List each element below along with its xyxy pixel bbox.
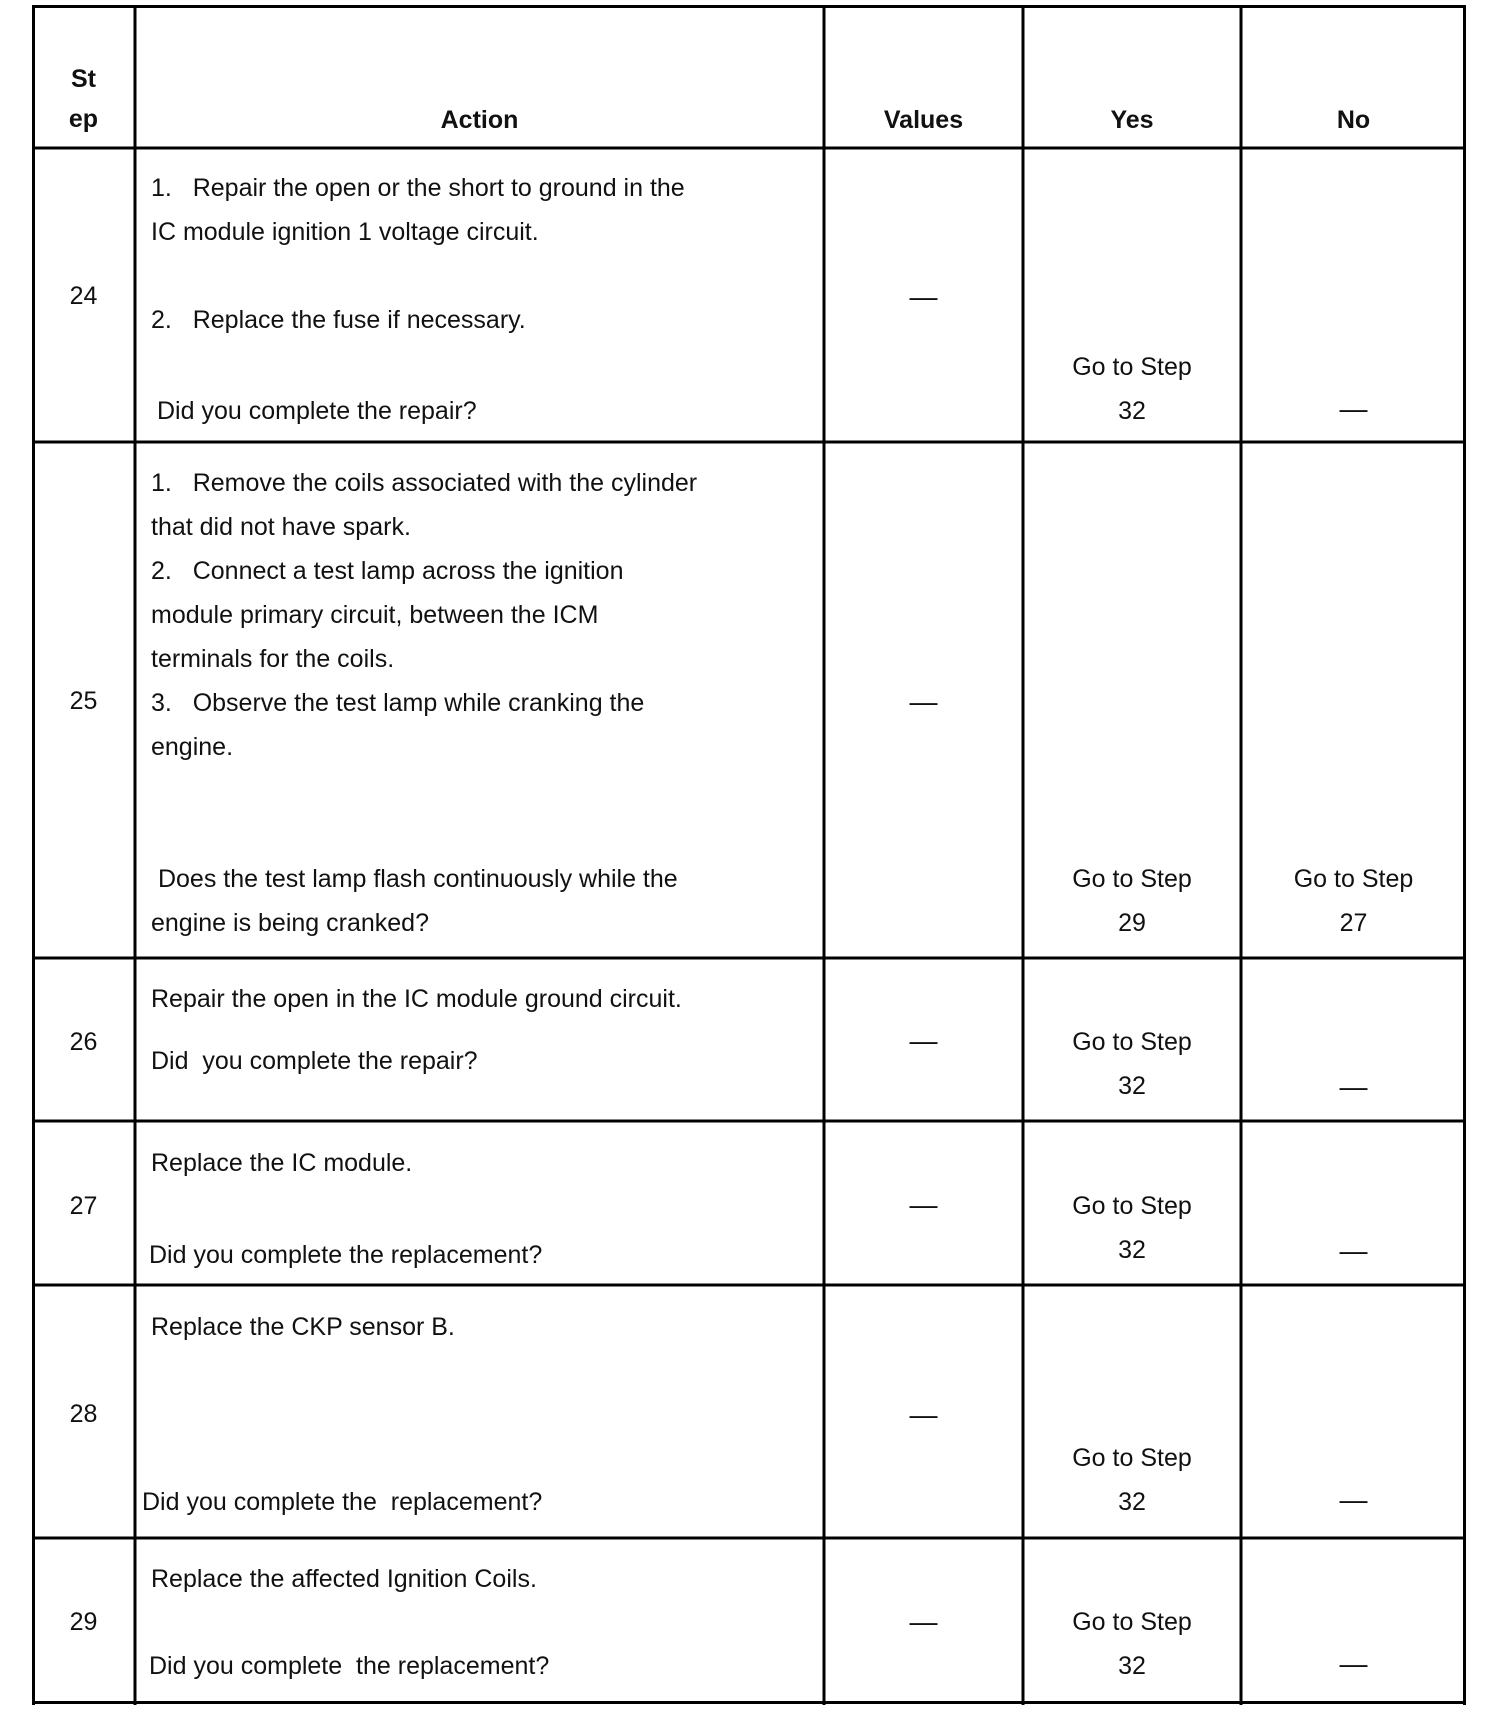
question-text: engine is being cranked? xyxy=(151,909,429,937)
action-text: Observe the test lamp while cranking the xyxy=(192,689,645,717)
step-number: 27 xyxy=(69,1192,98,1220)
yes-goto-step: 32 xyxy=(1118,1652,1146,1680)
question-text: Did you complete the replacement? xyxy=(149,1652,550,1680)
action-question xyxy=(149,1644,814,1688)
action-text: Repair the open or the short to ground in the xyxy=(192,174,685,202)
yes-goto-step: 32 xyxy=(1118,1488,1146,1516)
header-yes: Yes xyxy=(1110,106,1154,134)
action-text: Replace the affected Ignition Coils. xyxy=(151,1565,537,1593)
no-dash: — xyxy=(1339,1071,1368,1102)
yes-goto-label: Go to Step xyxy=(1072,1444,1192,1472)
question-line: Does the test lamp flash continuously while the xyxy=(157,865,678,893)
header-no: No xyxy=(1336,106,1371,134)
yes-cell xyxy=(1023,1184,1241,1272)
item-number: 2. xyxy=(151,557,172,585)
no-goto-label: Go to Step xyxy=(1293,865,1414,893)
question-text: Did you complete the replacement? xyxy=(142,1488,543,1516)
action-item xyxy=(151,298,816,342)
action-item xyxy=(151,166,816,210)
action-cell xyxy=(151,1141,816,1185)
item-number: 2. xyxy=(151,306,172,334)
yes-cell xyxy=(1023,857,1241,945)
action-text: that did not have spark. xyxy=(151,513,411,541)
item-number: 3. xyxy=(151,689,172,717)
action-text: Replace the IC module. xyxy=(151,1149,413,1177)
step-number: 26 xyxy=(69,1028,98,1056)
action-text: Replace the fuse if necessary. xyxy=(192,306,526,334)
header-values: Values xyxy=(883,106,964,134)
action-item xyxy=(151,461,816,505)
yes-goto-step: 29 xyxy=(1118,909,1146,937)
action-item xyxy=(151,549,816,593)
action-item xyxy=(151,681,816,725)
yes-cell xyxy=(1023,345,1241,433)
values-dash: — xyxy=(909,281,938,312)
action-cell xyxy=(151,166,816,342)
yes-goto-label: Go to Step xyxy=(1072,865,1192,893)
yes-cell xyxy=(1023,1600,1241,1688)
no-dash: — xyxy=(1339,1484,1368,1515)
values-dash: — xyxy=(909,1189,938,1220)
action-text: Replace the CKP sensor B. xyxy=(151,1313,455,1341)
action-question xyxy=(151,1039,816,1083)
action-cell xyxy=(151,461,816,769)
action-text: terminals for the coils. xyxy=(151,645,395,673)
yes-goto-label: Go to Step xyxy=(1072,353,1192,381)
action-question xyxy=(149,1233,814,1277)
action-text: engine. xyxy=(151,733,234,761)
item-number: 1. xyxy=(151,469,172,497)
step-number: 28 xyxy=(69,1400,98,1428)
question-text: Did you complete the repair? xyxy=(151,1047,478,1075)
action-text: Repair the open in the IC module ground circuit. xyxy=(151,985,682,1013)
yes-goto-label: Go to Step xyxy=(1072,1192,1192,1220)
no-cell xyxy=(1241,857,1466,945)
question-text: Did you complete the replacement? xyxy=(149,1241,543,1269)
action-cell xyxy=(151,1557,816,1601)
yes-goto-label: Go to Step xyxy=(1072,1608,1192,1636)
action-text: Remove the coils associated with the cylinder xyxy=(192,469,698,497)
question-text xyxy=(151,857,816,901)
yes-cell xyxy=(1023,1020,1241,1108)
action-cell xyxy=(151,977,816,1021)
question-text: Did you complete the repair? xyxy=(157,397,477,425)
action-question xyxy=(157,389,817,433)
header-step xyxy=(32,59,135,139)
values-dash: — xyxy=(909,1025,938,1056)
no-dash: — xyxy=(1339,1235,1368,1266)
header-action: Action xyxy=(440,106,519,134)
no-dash: — xyxy=(1339,393,1368,424)
no-goto-step: 27 xyxy=(1339,909,1368,937)
action-cell xyxy=(151,1305,816,1349)
yes-goto-label: Go to Step xyxy=(1072,1028,1192,1056)
action-question xyxy=(142,1480,817,1524)
yes-cell xyxy=(1023,1436,1241,1524)
yes-goto-step: 32 xyxy=(1118,397,1146,425)
values-dash: — xyxy=(909,1606,938,1637)
step-number: 29 xyxy=(69,1608,98,1636)
values-dash: — xyxy=(909,1399,938,1430)
step-number: 25 xyxy=(69,687,98,715)
action-text: module primary circuit, between the ICM xyxy=(151,601,599,629)
header-step-line2: ep xyxy=(68,105,99,133)
step-number: 24 xyxy=(69,282,98,310)
item-number: 1. xyxy=(151,174,172,202)
diagnostic-table xyxy=(32,5,1466,1705)
values-dash: — xyxy=(909,686,938,717)
action-text: Connect a test lamp across the ignition xyxy=(192,557,624,585)
yes-goto-step: 32 xyxy=(1118,1072,1146,1100)
action-text: IC module ignition 1 voltage circuit. xyxy=(151,218,539,246)
no-dash: — xyxy=(1339,1648,1368,1679)
yes-goto-step: 32 xyxy=(1118,1236,1146,1264)
header-step-line1: St xyxy=(71,65,96,93)
action-question xyxy=(151,857,816,945)
